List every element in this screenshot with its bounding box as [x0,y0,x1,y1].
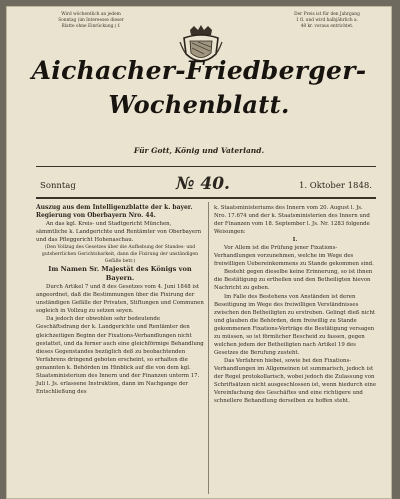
header-divider [36,166,376,167]
masthead-title-line1: Aichacher-Friedberger- [31,56,367,85]
article-paragraph: Besteht gegen dieselbe keine Erinnerung, so ist ihnen die Bestätigung zu ertheilen und den Betheiligten hievon Nachricht zu geben. [214,269,373,292]
newspaper-page [6,6,392,499]
article-heading: Auszug aus dem Intelligenzblatte der k. bayer. Regierung von Oberbayern Nro. 44. [36,204,193,220]
article-proclamation: Im Namen Sr. Majestät des Königs von Bayern. [48,265,192,283]
subscription-notice-right [286,12,368,29]
notice-line: 48 kr. voraus entrichtet. [300,23,354,29]
notice-line: Blatte ohne Einrückung.) f. [61,23,121,29]
dateline [36,174,376,196]
notice-line: 1 fl. und wird halbjährlich a. [296,17,358,23]
left-column [36,204,204,396]
issue-date: 1. Oktober 1848. [298,181,372,191]
article-paragraph: Das Verfahren hiebei, sowie bei den Fixations-Verhandlungen im Allgemeinen ist summarisch, jedoch ist der Regel protokollarisch, wobei jedoch die Zulassung von Schriftsätzen nicht ausgeschlossen ist, wenn hiedurch eine Vereinfachung des Geschäftes und eine richtigere und schnellere Behandlung derselben zu hoffen steht. [214,357,377,405]
article-paragraph: Vor Allem ist die Prüfung jener Fixations-Verhandlungen vorzunehmen, welche im Wege des freiwilligen Uebereinkommens zu Stande gekommen sind. [214,245,374,268]
issue-number: № 40. [176,174,230,194]
article-paragraph: Da jedoch der obwohlen sehr bedeutende Geschäftsdrang der k. Landgerichte und Rentämter den gleichzeitigen Beginn der Fixations-Verhandlungen nicht gestattet, und da ferner auch eine gleichförmige Behandlung dieses Gegenstandes bezüglich deß zu beobachtenden Verfahrens dringend geboten erscheint, so erhalten die genannten k. Behörden im Hinblick auf die von dem kgl. Staatsministerium des Innern und der Finanzen unterm 17. Juli l. Js. erlassene Instruktion, dann im Nachgange der Entschließung des [36,316,204,395]
article-paragraph: k. Staatsministeriums des Innern vom 20. August l. Js. Nro. 17.674 und der k. Staatsministerien des Innern und der Finanzen vom 18. September l. Js. Nr. 1283 folgende Weisungen: [214,205,370,236]
article-subject: (Den Vollzug des Gesetzes über die Aufhebung der Standes- und gutsherrlichen Gerichtsbarkeit, dann die Fixirung der unständigen Gefälle betr.) [41,245,199,265]
article-address: An das kgl. Kreis- und Stadtgericht München, sämmtliche k. Landgerichte und Rentämter von Oberbayern und das Pfleggericht Hohenaschau. [36,221,202,244]
notice-line: Sonntag (im Intereesse dieser [58,17,124,23]
article-paragraph: Im Falle des Bestehens von Anständen ist deren Beseitigung im Wege des freiwilligen Verständnisses zwischen den Betheiligten zu erstreben. Gelingt dieß nicht und glauben die Behörden, dem freiwillig zu Stande gekommenen Fixations-Verträge die Bestätigung versagen zu müssen, so ist förmlicher Bescheid zu fassen, gegen welchen jedem der Betheiligten nach Artikel 19 des Gesetzes die Berufung zusteht. [214,293,376,356]
article-paragraph: Durch Artikel 7 und 8 des Gesetzes vom 4. Juni 1848 ist angeordnet, daß die Bestimmungen über die Fixirung der unständigen Gefälle der Privaten, Stiftungen und Communen sogleich in Vollzug zu setzen seyen. [36,284,204,315]
masthead-title-line2: Wochenblatt. [108,90,290,119]
masthead-motto: Für Gott, König und Vaterland. [133,146,265,155]
issue-day: Sonntag [40,181,76,191]
section-numeral: I. [292,237,298,244]
notice-line: Der Preis ist für den Jahrgang [294,12,360,17]
right-column [214,204,376,405]
subscription-notice-left [48,12,134,29]
notice-line: Wird wöchentlich an jedem [61,12,121,17]
dateline-divider [36,197,376,199]
column-separator [208,202,209,494]
